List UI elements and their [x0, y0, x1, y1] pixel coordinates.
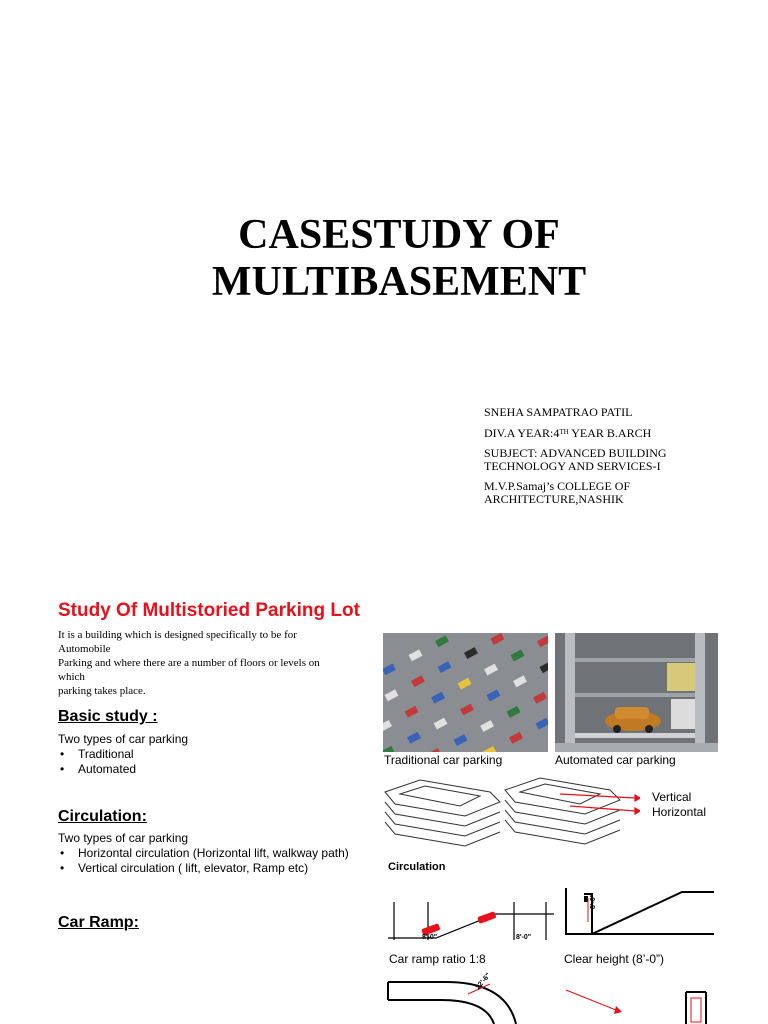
vertical-label: Vertical — [652, 790, 692, 804]
year-suffix: YEAR B.ARCH — [568, 426, 652, 440]
basic-study-body — [58, 732, 378, 777]
author-college: M.V.P.Samaj’s COLLEGE OF ARCHITECTURE,NASHIK — [484, 479, 631, 506]
author-year — [484, 426, 734, 440]
clear-height-diagram — [562, 886, 718, 946]
basic-study-lead: Two types of car parking — [58, 732, 189, 746]
slide-title: Study Of Multistoried Parking Lot — [58, 600, 360, 621]
ramp-turn-diagram — [386, 970, 718, 1024]
author-name: SNEHA SAMPATRAO PATIL — [484, 405, 633, 419]
intro-line: parking takes place. — [58, 685, 146, 697]
presentation-title — [0, 212, 768, 306]
intro-line: It is a building which is designed specifically to be for — [58, 629, 297, 641]
basic-study-heading: Basic study : — [58, 708, 158, 725]
ramp-ratio-caption: Car ramp ratio 1:8 — [389, 952, 486, 966]
author-block — [484, 406, 734, 513]
circulation-heading: Circulation: — [58, 808, 147, 825]
parking-study-slide — [0, 576, 768, 1024]
automated-caption: Automated car parking — [555, 753, 676, 767]
ramp-dimension-a: 8'-0" — [422, 934, 438, 941]
horizontal-label: Horizontal — [652, 805, 707, 819]
traditional-parking-photo — [383, 633, 548, 752]
basic-study-list — [58, 747, 378, 777]
circulation-body — [58, 831, 378, 876]
list-item: • Vertical circulation ( lift, elevator, Ramp etc) — [58, 861, 378, 876]
list-item: • Horizontal circulation (Horizontal lift, walkway path) — [58, 846, 378, 861]
car-ramp-heading: Car Ramp: — [58, 914, 139, 931]
turn-dimension: 22'-6" — [474, 971, 493, 992]
year-superscript: TH — [559, 428, 569, 436]
title-line-2: MULTIBASEMENT — [211, 259, 587, 305]
author-subject: SUBJECT: ADVANCED BUILDING TECHNOLOGY AND SERVICES-I — [484, 446, 667, 473]
title-line-1: CASESTUDY OF — [238, 212, 560, 258]
circulation-lead: Two types of car parking — [58, 831, 189, 845]
clear-height-dimension: 8'-0" — [590, 893, 598, 910]
intro-paragraph — [58, 628, 358, 698]
automated-parking-photo — [555, 633, 718, 752]
circulation-figure-label: Circulation — [388, 861, 446, 873]
list-item: • Automated — [58, 762, 378, 777]
list-item: • Traditional — [58, 747, 378, 762]
intro-line: Parking and where there are a number of floors or levels on — [58, 657, 320, 669]
year-prefix: DIV.A YEAR:4 — [484, 426, 560, 440]
intro-line: which — [58, 671, 85, 683]
traditional-caption: Traditional car parking — [384, 753, 503, 767]
circulation-diagram — [380, 772, 640, 854]
ramp-dimension-b: 8'-0" — [516, 934, 532, 941]
intro-line: Automobile — [58, 643, 111, 655]
circulation-list — [58, 846, 378, 876]
clear-height-caption: Clear height (8’-0”) — [564, 952, 665, 966]
